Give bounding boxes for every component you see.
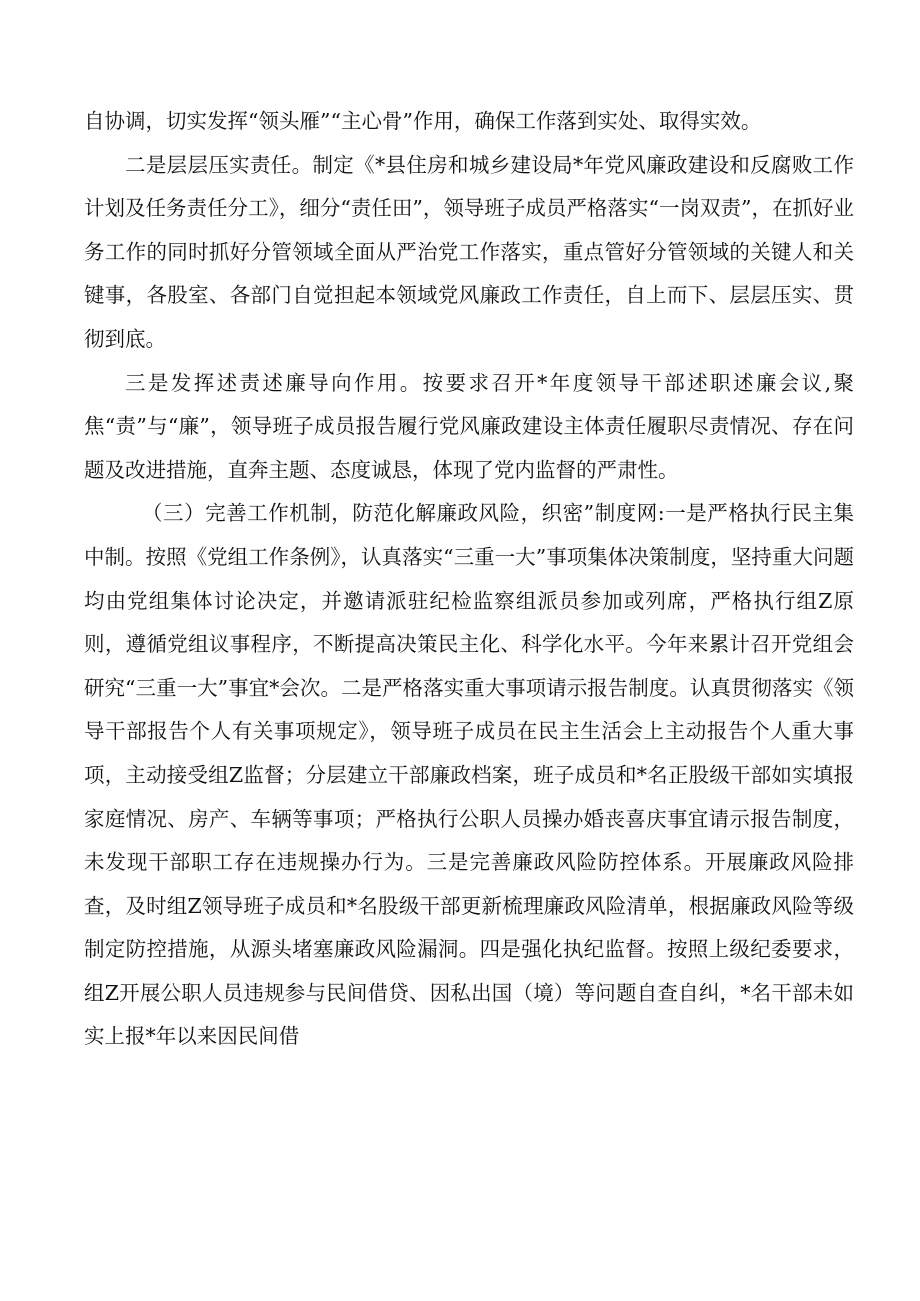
paragraph-continuation: 自协调，切实发挥“领头雁”“主心骨”作用，确保工作落到实处、取得实效。 [84, 109, 762, 133]
paragraph-report-integrity: 三是发挥述责述廉导向作用。按要求召开*年度领导干部述职述廉会议,聚焦“责”与“廉”，领导班子成员报告履行党风廉政建设主体责任履职尽责情况、存在问题及改进措施，直奔主题、态度诚恳，体现了党内监督的严肃性。 [84, 370, 854, 482]
document-page [84, 100, 854, 1059]
paragraph-responsibility: 二是层层压实责任。制定《*县住房和城乡建设局*年党风廉政建设和反腐败工作计划及任务责任分工》，细分“责任田”，领导班子成员严格落实“一岗双责”，在抓好业务工作的同时抓好分管领域全面从严治党工作落实，重点管好分管领域的关键人和关键事，各股室、各部门自觉担起本领域党风廉政工作责任，自上而下、层层压实、贯彻到底。 [84, 152, 854, 351]
paragraph-mechanism: （三）完善工作机制，防范化解廉政风险，织密”制度网:一是严格执行民主集中制。按照《党组工作条例》，认真落实“三重一大”事项集体决策制度，坚持重大问题均由党组集体讨论决定，并邀请派驻纪检监察组派员参加或列席，严格执行组Z原则，遵循党组议事程序，不断提高决策民主化、科学化水平。今年来累计召开党组会研究“三重一大”事宜*会次。二是严格落实重大事项请示报告制度。认真贯彻落实《领导干部报告个人有关事项规定》，领导班子成员在民主生活会上主动报告个人重大事项，主动接受组Z监督；分层建立干部廉政档案，班子成员和*名正股级干部如实填报家庭情况、房产、车辆等事项；严格执行公职人员操办婚丧喜庆事宜请示报告制度，未发现干部职工存在违规操办行为。三是完善廉政风险防控体系。开展廉政风险排查，及时组Z领导班子成员和*名股级干部更新梳理廉政风险清单，根据廉政风险等级制定防控措施，从源头堵塞廉政风险漏洞。四是强化执纪监督。按照上级纪委要求，组Z开展公职人员违规参与民间借贷、因私出国（境）等问题自查自纠，*名干部未如实上报*年以来因民间借 [84, 501, 854, 1049]
